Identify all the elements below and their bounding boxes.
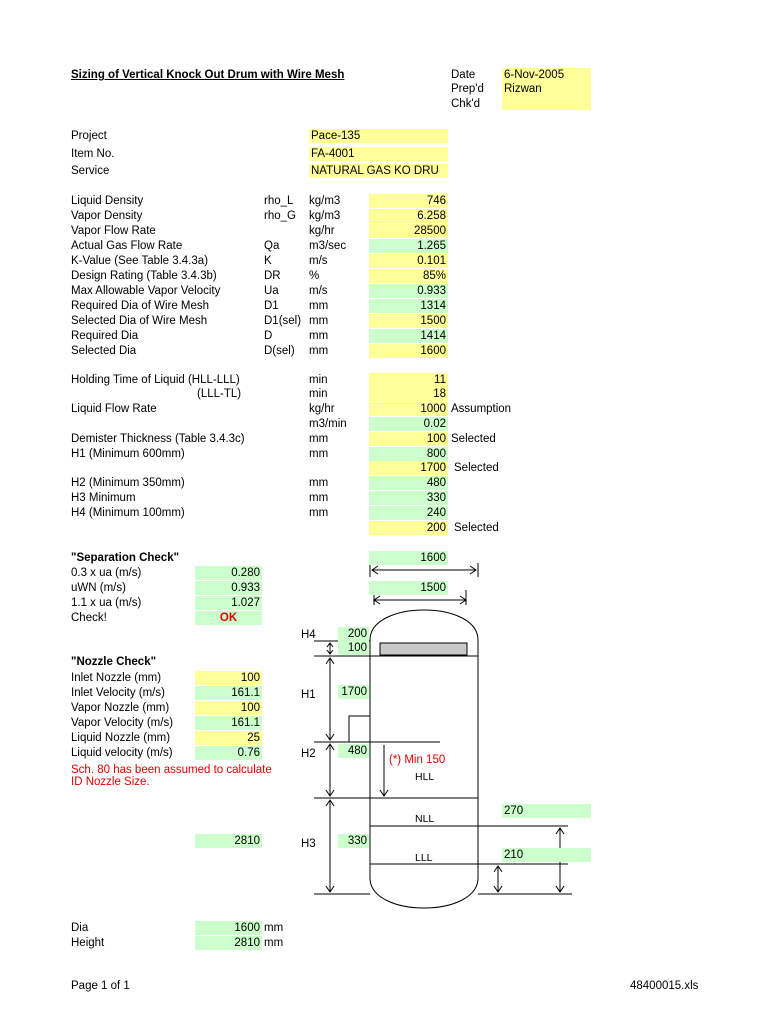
h1-value: 800: [369, 447, 448, 461]
nozzle-row-label: Vapor Nozzle (mm): [71, 702, 170, 714]
param-label: K-Value (See Table 3.4.3a): [71, 255, 209, 267]
h4-label: H4 (Minimum 100mm): [71, 507, 185, 519]
h2-value: 480: [369, 476, 448, 490]
drawing-h4-value: 200: [338, 627, 369, 641]
summary-height-value: 2810: [195, 936, 262, 950]
param-unit: kg/m3: [309, 210, 341, 222]
drawing-h1-label: H1: [301, 689, 316, 701]
total-height-cell: 2810: [195, 834, 262, 848]
date-value[interactable]: 6-Nov-2005: [502, 68, 591, 82]
param-symbol: DR: [264, 270, 281, 282]
nozzle-row-label: Inlet Velocity (m/s): [71, 687, 165, 699]
separation-row-label: uWN (m/s): [71, 582, 126, 594]
drawing-h2-label: H2: [301, 748, 316, 760]
lll-dim-value: 210: [502, 848, 591, 862]
param-symbol: D1(sel): [264, 315, 302, 327]
h1-unit: mm: [309, 448, 329, 460]
param-unit: kg/hr: [309, 225, 335, 237]
drawing-h4-label: H4: [301, 629, 316, 641]
nozzle-row-label: Vapor Velocity (m/s): [71, 717, 174, 729]
param-label: Selected Dia of Wire Mesh: [71, 315, 208, 327]
item-label: Item No.: [71, 148, 115, 160]
date-label: Date: [451, 69, 476, 81]
separation-row-label: 0.3 x ua (m/s): [71, 567, 142, 579]
nozzle-note-line1: Sch. 80 has been assumed to calculate: [71, 764, 272, 776]
nozzle-note-line2: ID Nozzle Size.: [71, 776, 150, 788]
param-unit: m/s: [309, 255, 328, 267]
param-value[interactable]: 746: [369, 194, 448, 208]
param-symbol: rho_L: [264, 195, 294, 207]
holding-time-value[interactable]: 11: [369, 373, 448, 387]
nozzle-row-label: Liquid velocity (m/s): [71, 747, 173, 759]
param-label: Design Rating (Table 3.4.3b): [71, 270, 217, 282]
holding-time2-value[interactable]: 18: [369, 387, 448, 401]
drawing-h1-value: 1700: [338, 685, 369, 699]
nozzle-row-label: Liquid Nozzle (mm): [71, 732, 171, 744]
project-label: Project: [71, 130, 107, 142]
inlet-nozzle: [349, 716, 370, 742]
param-symbol: Qa: [264, 240, 280, 252]
param-unit: mm: [309, 330, 329, 342]
nll-label: NLL: [415, 813, 435, 825]
bottom-head: [370, 878, 478, 908]
footer-filename: 48400015.xls: [630, 980, 699, 992]
param-unit: mm: [309, 345, 329, 357]
nozzle-row-value: 161.1: [195, 686, 262, 700]
param-unit: m3/sec: [309, 240, 347, 252]
param-unit: kg/m3: [309, 195, 341, 207]
service-value[interactable]: NATURAL GAS KO DRU: [309, 164, 448, 178]
footer-page: Page 1 of 1: [71, 980, 130, 992]
h1-selected-value[interactable]: 1700: [369, 461, 448, 475]
param-symbol: Ua: [264, 285, 279, 297]
hll-label: HLL: [415, 771, 435, 783]
prepd-label: Prep'd: [451, 83, 484, 95]
service-label: Service: [71, 165, 110, 177]
liquid-flow-note: Assumption: [451, 403, 512, 415]
nozzle-row-value: 161.1: [195, 716, 262, 730]
nozzle-check-title: "Nozzle Check": [71, 656, 157, 668]
drawing-dia-value: 1600: [369, 551, 448, 565]
separation-row-value: 0.280: [195, 566, 262, 580]
param-value: 1314: [369, 299, 448, 313]
param-value[interactable]: 28500: [369, 224, 448, 238]
check-result-ok: OK: [195, 611, 262, 625]
nozzle-row-label: Inlet Nozzle (mm): [71, 672, 162, 684]
separation-row-value: 1.027: [195, 596, 262, 610]
min150-note: (*) Min 150: [389, 754, 446, 766]
demister-unit: mm: [309, 433, 329, 445]
lll-label: LLL: [415, 852, 433, 864]
param-unit: mm: [309, 315, 329, 327]
prepd-value[interactable]: Rizwan: [502, 82, 591, 96]
h2-label: H2 (Minimum 350mm): [71, 477, 185, 489]
nozzle-row-value[interactable]: 100: [195, 701, 262, 715]
separation-check-title: "Separation Check": [71, 552, 180, 564]
h4-value: 240: [369, 506, 448, 520]
holding-time2-label: (LLL-TL): [197, 388, 242, 400]
param-value: 1.265: [369, 239, 448, 253]
param-value[interactable]: 6.258: [369, 209, 448, 223]
h3-value: 330: [369, 491, 448, 505]
h4-selected-note: Selected: [454, 522, 499, 534]
separation-row-value: 0.933: [195, 581, 262, 595]
h3-label: H3 Minimum: [71, 492, 136, 504]
summary-height-unit: mm: [264, 937, 284, 949]
param-symbol: D(sel): [264, 345, 295, 357]
summary-dia-unit: mm: [264, 922, 284, 934]
demister-note: Selected: [451, 433, 496, 445]
demister-value[interactable]: 100: [369, 432, 448, 446]
param-symbol: rho_G: [264, 210, 296, 222]
param-symbol: K: [264, 255, 272, 267]
liquid-flow-value[interactable]: 1000: [369, 402, 448, 416]
param-symbol: D1: [264, 300, 279, 312]
nozzle-row-value: 0.76: [195, 746, 262, 760]
project-value[interactable]: Pace-135: [309, 129, 448, 143]
param-label: Actual Gas Flow Rate: [71, 240, 183, 252]
param-label: Liquid Density: [71, 195, 144, 207]
chkd-label: Chk'd: [451, 98, 481, 110]
drawing-mesh-value: 1500: [369, 581, 448, 595]
liquid-flow2-unit: m3/min: [309, 418, 347, 430]
drawing-h2-value: 480: [338, 744, 369, 758]
param-label: Selected Dia: [71, 345, 137, 357]
check-label: Check!: [71, 612, 107, 624]
item-value[interactable]: FA-4001: [309, 147, 448, 161]
summary-dia-label: Dia: [71, 922, 89, 934]
param-unit: %: [309, 270, 320, 282]
param-label: Vapor Density: [71, 210, 143, 222]
h1-label: H1 (Minimum 600mm): [71, 448, 185, 460]
drawing-h3-value: 330: [338, 834, 369, 848]
page-title: Sizing of Vertical Knock Out Drum with Wire Mesh: [71, 69, 345, 81]
nozzle-row-value[interactable]: 25: [195, 731, 262, 745]
holding-time-label: Holding Time of Liquid (HLL-LLL): [71, 374, 240, 386]
param-symbol: D: [264, 330, 273, 342]
param-unit: mm: [309, 300, 329, 312]
h1-selected-note: Selected: [454, 462, 499, 474]
liquid-flow2-value: 0.02: [369, 417, 448, 431]
nll-dim-value: 270: [502, 804, 591, 818]
h4-selected-value[interactable]: 200: [369, 521, 448, 535]
liquid-flow-label: Liquid Flow Rate: [71, 403, 157, 415]
summary-height-label: Height: [71, 937, 105, 949]
liquid-flow-unit: kg/hr: [309, 403, 335, 415]
param-value[interactable]: 1600: [369, 344, 448, 358]
param-label: Required Dia: [71, 330, 139, 342]
demister-label: Demister Thickness (Table 3.4.3c): [71, 433, 245, 445]
param-value[interactable]: 0.101: [369, 254, 448, 268]
param-value[interactable]: 85%: [369, 269, 448, 283]
drawing-demister-value: 100: [338, 641, 369, 655]
holding-time-unit: min: [309, 374, 328, 386]
param-value[interactable]: 1500: [369, 314, 448, 328]
h4-unit: mm: [309, 507, 329, 519]
drawing-h3-label: H3: [301, 838, 316, 850]
h3-unit: mm: [309, 492, 329, 504]
h2-unit: mm: [309, 477, 329, 489]
summary-dia-value: 1600: [195, 921, 262, 935]
param-label: Vapor Flow Rate: [71, 225, 156, 237]
top-head: [370, 610, 478, 640]
demister-pad: [380, 643, 467, 655]
nozzle-row-value[interactable]: 100: [195, 671, 262, 685]
param-label: Max Allowable Vapor Velocity: [71, 285, 221, 297]
param-label: Required Dia of Wire Mesh: [71, 300, 210, 312]
param-value: 1414: [369, 329, 448, 343]
param-unit: m/s: [309, 285, 328, 297]
holding-time2-unit: min: [309, 388, 328, 400]
param-value: 0.933: [369, 284, 448, 298]
separation-row-label: 1.1 x ua (m/s): [71, 597, 142, 609]
